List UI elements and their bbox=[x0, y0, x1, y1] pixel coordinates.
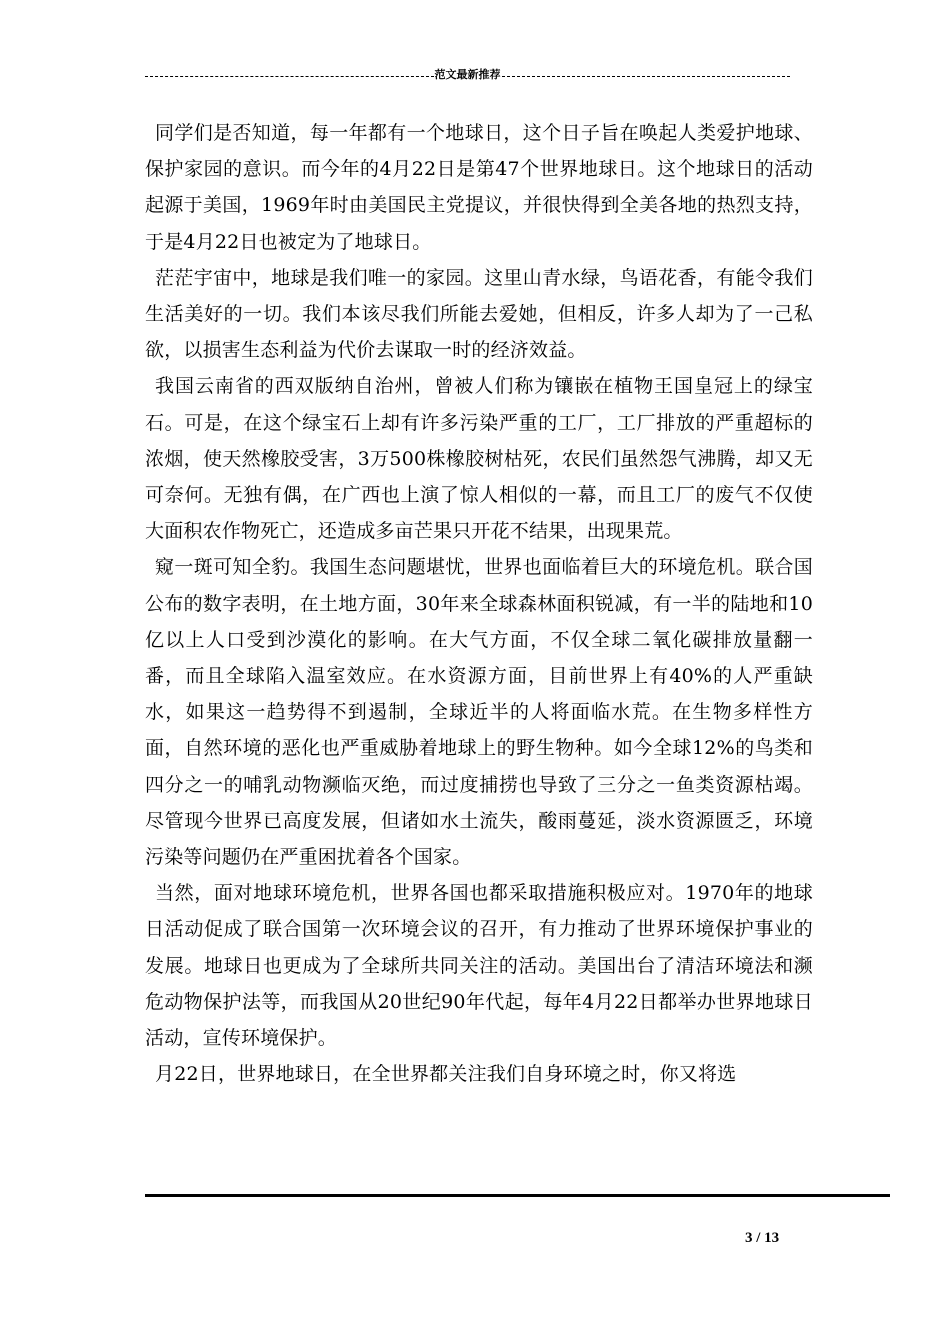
header-title: 范文最新推荐 bbox=[434, 68, 501, 81]
paragraph-5: 当然，面对地球环境危机，世界各国也都采取措施积极应对。1970年的地球日活动促成了联合国第一次环境会议的召开，有力推动了世界环境保护事业的发展。地球日也更成为了全球所共同关注的活动。美国出台了清洁环境法和濒危动物保护法等，而我国从20世纪90年代起，每年4月22日都举办世界地球日活动，宣传环境保护。 bbox=[145, 882, 813, 1050]
footer-rule bbox=[145, 1194, 890, 1197]
header-dash-left bbox=[145, 76, 434, 77]
paragraph-3: 我国云南省的西双版纳自治州，曾被人们称为镶嵌在植物王国皇冠上的绿宝石。可是，在这个绿宝石上却有许多污染严重的工厂，工厂排放的严重超标的浓烟，使天然橡胶受害，3万500株橡胶树枯死，农民们虽然怨气沸腾，却又无可奈何。无独有偶，在广西也上演了惊人相似的一幕，而且工厂的废气不仅使大面积农作物死亡，还造成多亩芒果只开花不结果，出现果荒。 bbox=[145, 375, 813, 543]
document-body bbox=[145, 115, 813, 1092]
header-dash-right bbox=[502, 76, 791, 77]
paragraph-1: 同学们是否知道，每一年都有一个地球日，这个日子旨在唤起人类爱护地球、保护家园的意识。而今年的4月22日是第47个世界地球日。这个地球日的活动起源于美国，1969年时由美国民主党提议，并很快得到全美各地的热烈支持，于是4月22日也被定为了地球日。 bbox=[145, 122, 813, 253]
page-header bbox=[145, 66, 790, 84]
paragraph-6: 月22日，世界地球日，在全世界都关注我们自身环境之时，你又将选 bbox=[155, 1063, 737, 1086]
page-number: 3 / 13 bbox=[745, 1230, 780, 1246]
paragraph-2: 茫茫宇宙中，地球是我们唯一的家园。这里山青水绿，鸟语花香，有能令我们生活美好的一切。我们本该尽我们所能去爱她，但相反，许多人却为了一己私欲，以损害生态利益为代价去谋取一时的经济效益。 bbox=[145, 266, 813, 362]
paragraph-4: 窥一斑可知全豹。我国生态问题堪忧，世界也面临着巨大的环境危机。联合国公布的数字表明，在土地方面，30年来全球森林面积锐减，有一半的陆地和10亿以上人口受到沙漠化的影响。在大气方面，不仅全球二氧化碳排放量翻一番，而且全球陷入温室效应。在水资源方面，目前世界上有40%的人严重缺水，如果这一趋势得不到遏制，全球近半的人将面临水荒。在生物多样性方面，自然环境的恶化也严重威胁着地球上的野生物种。如今全球12%的鸟类和四分之一的哺乳动物濒临灭绝，而过度捕捞也导致了三分之一鱼类资源枯竭。尽管现今世界已高度发展，但诸如水土流失，酸雨蔓延，淡水资源匮乏，环境污染等问题仍在严重困扰着各个国家。 bbox=[145, 556, 813, 869]
